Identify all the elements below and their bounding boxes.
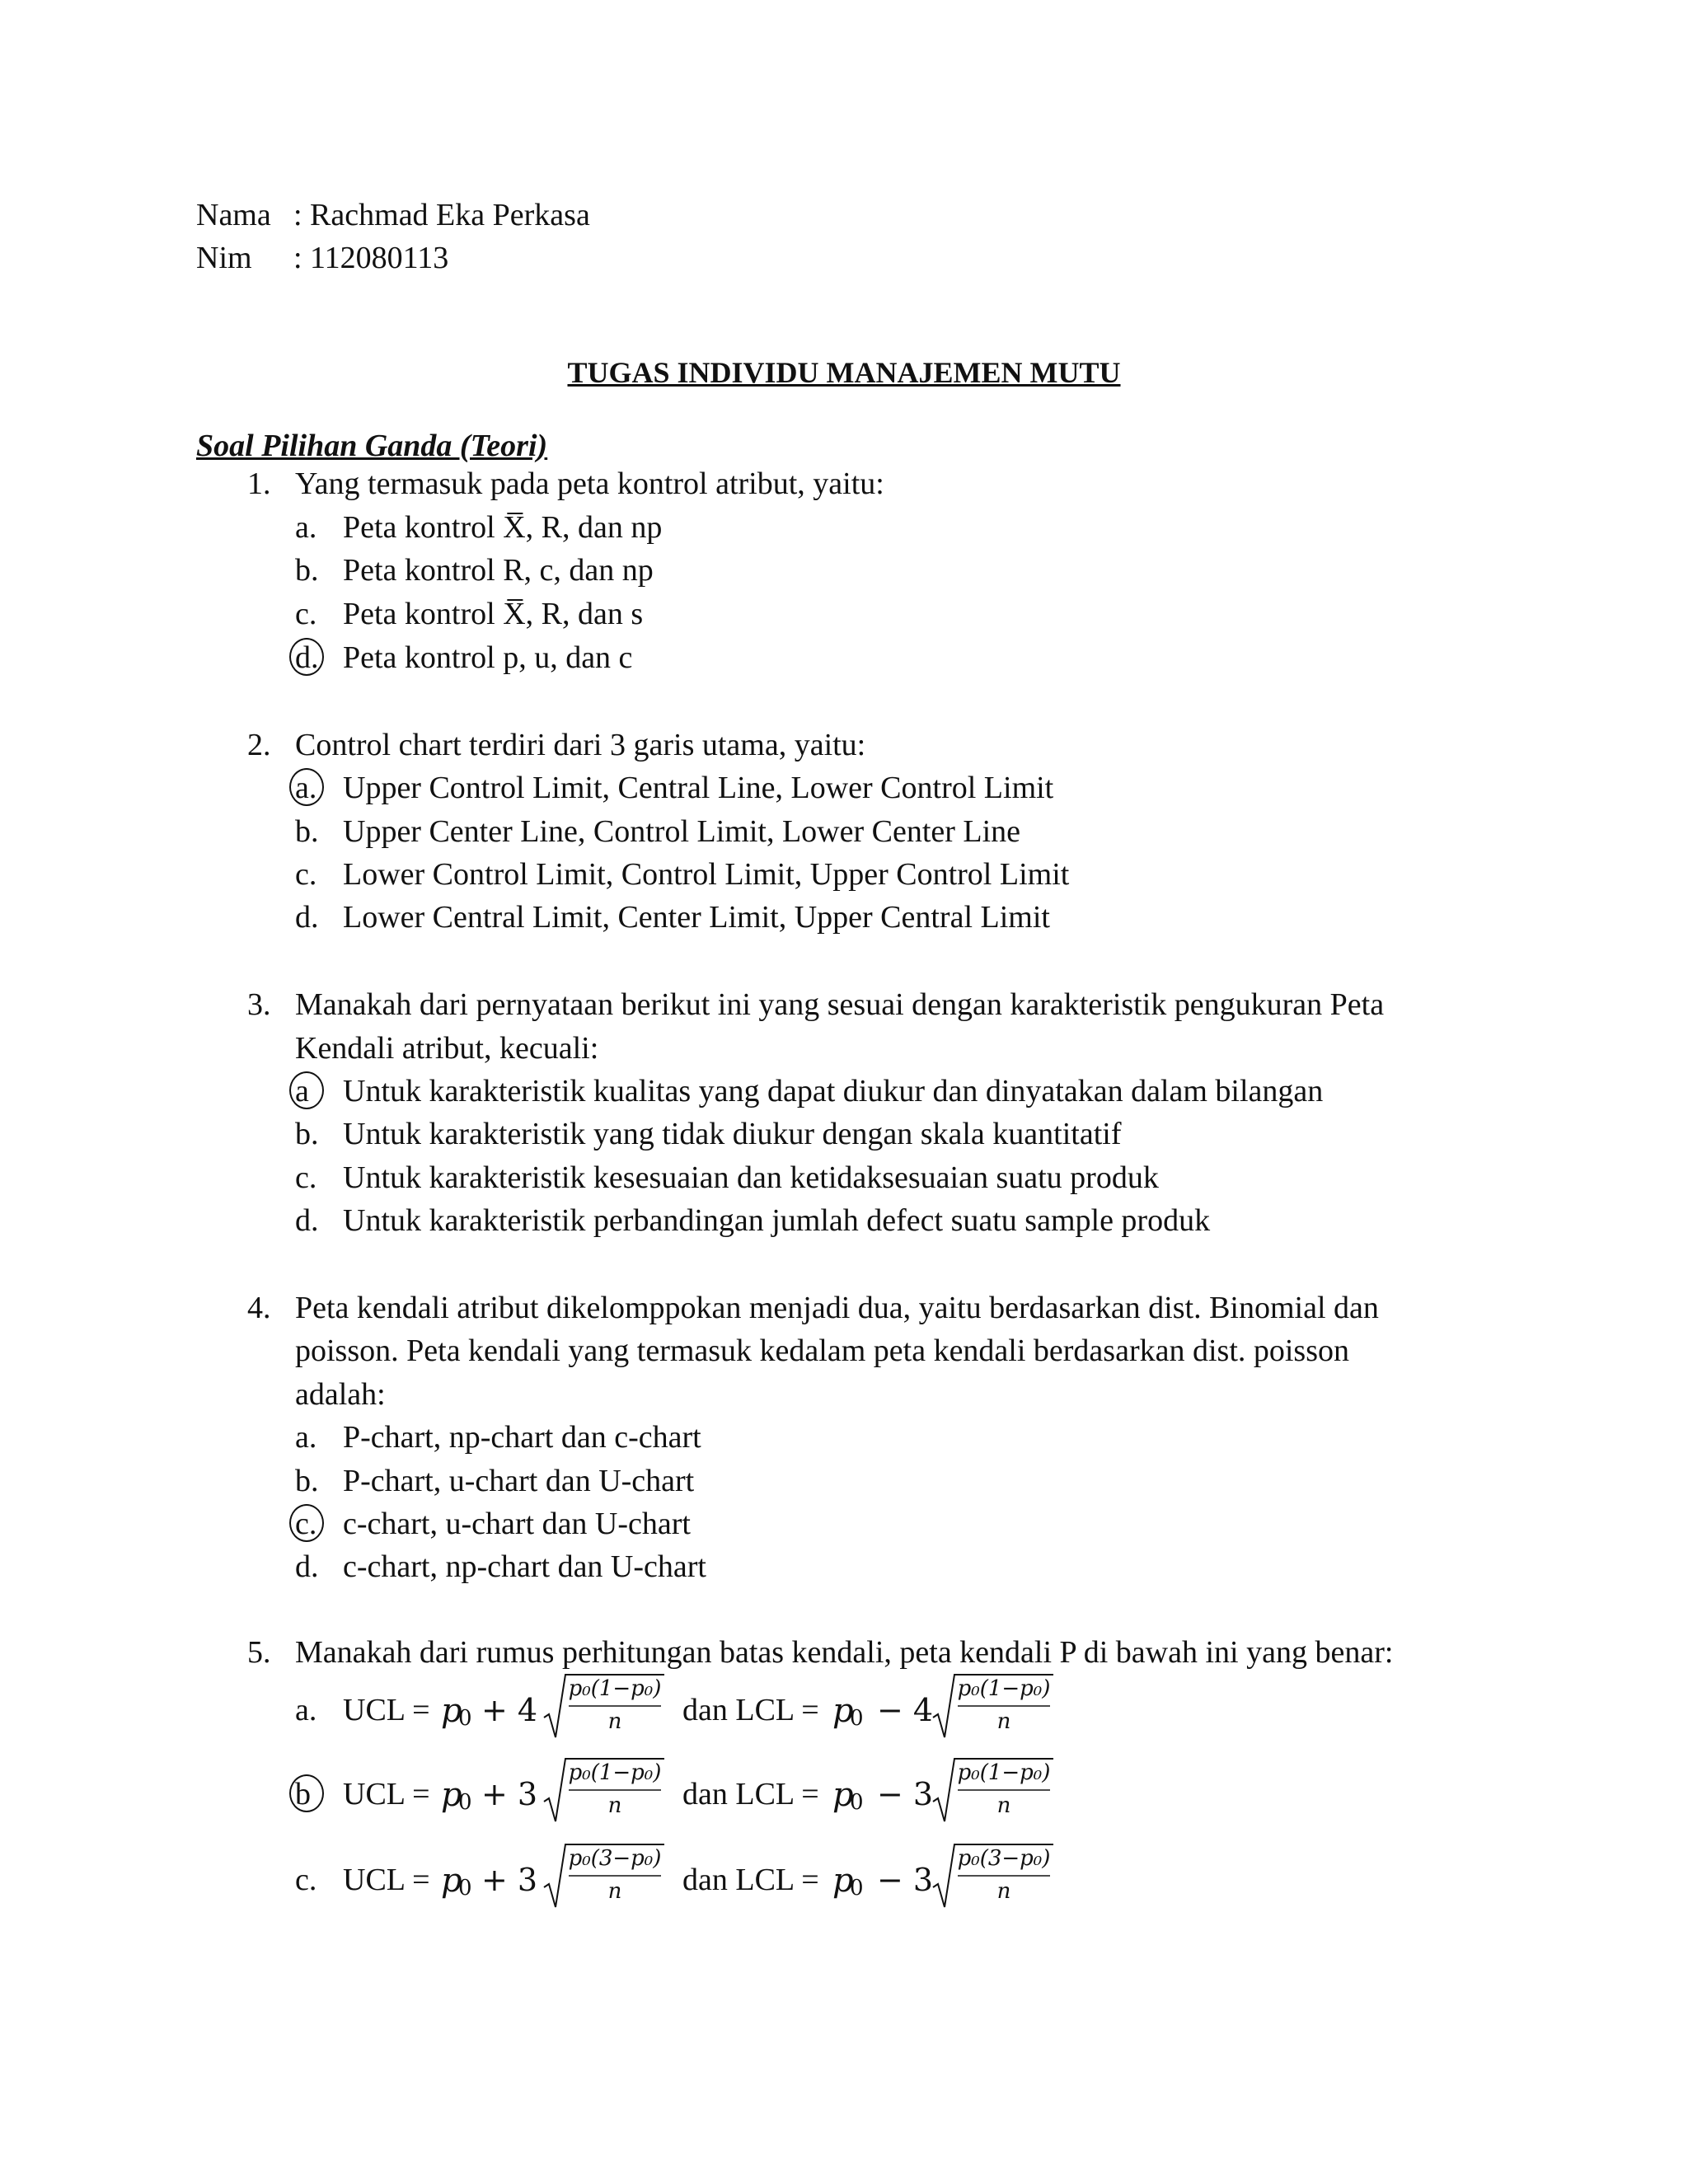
answer-option-letter [295,1508,316,1540]
option-text: Peta kontrol p, u, dan c [343,640,633,675]
nim-value: : 112080113 [293,241,449,275]
option-text: P-chart, np-chart dan c-chart [343,1420,701,1455]
name-value: : Rachmad Eka Perkasa [293,198,590,232]
answer-circle-icon: c. [295,1507,317,1541]
question-number: 1. [247,466,271,501]
question-text: Yang termasuk pada peta kontrol atribut, yaitu: [295,466,884,501]
fraction-denominator: n [996,1793,1011,1818]
formula-lcl-label: dan LCL = [682,1693,819,1727]
option-letter: b. [295,553,319,588]
fraction-denominator: n [996,1879,1011,1904]
question-number: 2. [247,728,271,762]
nim-label: Nim [196,241,252,275]
formula-p0: p [832,1776,854,1814]
option-letter: c. [295,857,317,892]
option-letter: c. [295,597,317,631]
formula-ucl-label: UCL = [343,1863,430,1897]
option-text: Peta kontrol R, c, dan np [343,553,654,588]
question-text: adalah: [295,1377,386,1412]
question-number: 3. [247,987,271,1022]
option-letter: b. [295,1117,319,1151]
option-text: Untuk karakteristik yang tidak diukur dengan skala kuantitatif [343,1117,1122,1151]
option-text: c-chart, np-chart dan U-chart [343,1549,706,1584]
formula-p0-sub: 0 [850,1876,864,1900]
formula-lcl-label: dan LCL = [682,1777,819,1811]
answer-option-letter [295,1779,311,1810]
option-letter: b. [295,814,319,849]
option-letter: d. [295,900,319,935]
fraction-numerator: p₀(3−p₀) [568,1846,662,1871]
option-text: Lower Control Limit, Control Limit, Upper Control Limit [343,857,1070,892]
option-letter: d. [295,1549,319,1584]
formula-p0-sub: 0 [458,1790,472,1815]
answer-option-letter [295,642,319,673]
formula-lcl-label: dan LCL = [682,1863,819,1897]
option-letter: c. [295,1160,317,1195]
answer-circle-icon: d. [295,640,319,675]
question-number: 5. [247,1635,271,1670]
option-letter: b. [295,1464,319,1498]
name-label: Nama [196,198,271,232]
formula-p0-sub: 0 [458,1706,472,1731]
option-letter: a. [295,1693,317,1727]
option-text: Upper Control Limit, Central Line, Lower Control Limit [343,771,1054,805]
fraction-numerator: p₀(1−p₀) [568,1676,662,1701]
formula-plus-k: + 4 [481,1692,538,1728]
question-text: Manakah dari rumus perhitungan batas kendali, peta kendali P di bawah ini yang benar: [295,1635,1394,1670]
option-text: P-chart, u-chart dan U-chart [343,1464,695,1498]
formula-p0: p [441,1862,462,1900]
option-text: Untuk karakteristik kesesuaian dan ketidaksesuaian suatu produk [343,1160,1159,1195]
formula-p0: p [441,1776,462,1814]
page-title: TUGAS INDIVIDU MANAJEMEN MUTU [567,356,1121,389]
formula-minus-k: − 3 [877,1776,934,1812]
option-text: Peta kontrol X̅, R, dan np [343,510,663,545]
formula-minus-k: − 3 [877,1862,934,1898]
answer-option-letter [295,1076,309,1107]
option-text: c-chart, u-chart dan U-chart [343,1507,691,1541]
question-text: Control chart terdiri dari 3 garis utama, yaitu: [295,728,866,762]
formula-p0-sub: 0 [850,1706,864,1731]
fraction-numerator: p₀(1−p₀) [957,1676,1051,1701]
formula-ucl-label: UCL = [343,1777,430,1811]
formula-p0: p [832,1692,854,1730]
fraction-numerator: p₀(1−p₀) [568,1760,662,1785]
answer-option-letter [295,772,316,804]
option-text: Untuk karakteristik perbandingan jumlah defect suatu sample produk [343,1203,1211,1238]
option-letter: a. [295,510,317,545]
formula-plus-k: + 3 [481,1776,538,1812]
fraction-denominator: n [607,1793,622,1818]
fraction-denominator: n [607,1709,622,1734]
question-number: 4. [247,1291,271,1325]
section-title: Soal Pilihan Ganda (Teori) [196,429,548,463]
question-text: Peta kendali atribut dikelomppokan menjadi dua, yaitu berdasarkan dist. Binomial dan [295,1291,1379,1325]
answer-circle-icon: a [295,1074,309,1108]
fraction-denominator: n [607,1879,622,1904]
formula-p0: p [832,1862,854,1900]
question-text: Kendali atribut, kecuali: [295,1031,599,1066]
option-text: Lower Central Limit, Center Limit, Upper Central Limit [343,900,1050,935]
option-letter: a. [295,1420,317,1455]
option-letter: d. [295,1203,319,1238]
fraction-numerator: p₀(1−p₀) [957,1760,1051,1785]
option-letter: c. [295,1863,317,1897]
option-text: Upper Center Line, Control Limit, Lower Center Line [343,814,1021,849]
option-text: Untuk karakteristik kualitas yang dapat diukur dan dinyatakan dalam bilangan [343,1074,1324,1108]
formula-p0-sub: 0 [458,1876,472,1900]
answer-circle-icon: b [295,1777,311,1811]
question-text: Manakah dari pernyataan berikut ini yang sesuai dengan karakteristik pengukuran Peta [295,987,1385,1022]
formula-minus-k: − 4 [877,1692,934,1728]
question-text: poisson. Peta kendali yang termasuk kedalam peta kendali berdasarkan dist. poisson [295,1333,1350,1368]
formula-p0-sub: 0 [850,1790,864,1815]
fraction-denominator: n [996,1709,1011,1734]
formula-plus-k: + 3 [481,1862,538,1898]
option-text: Peta kontrol X̅, R, dan s [343,597,644,631]
answer-circle-icon: a. [295,771,317,805]
formula-p0: p [441,1692,462,1730]
formula-ucl-label: UCL = [343,1693,430,1727]
fraction-numerator: p₀(3−p₀) [957,1846,1051,1871]
